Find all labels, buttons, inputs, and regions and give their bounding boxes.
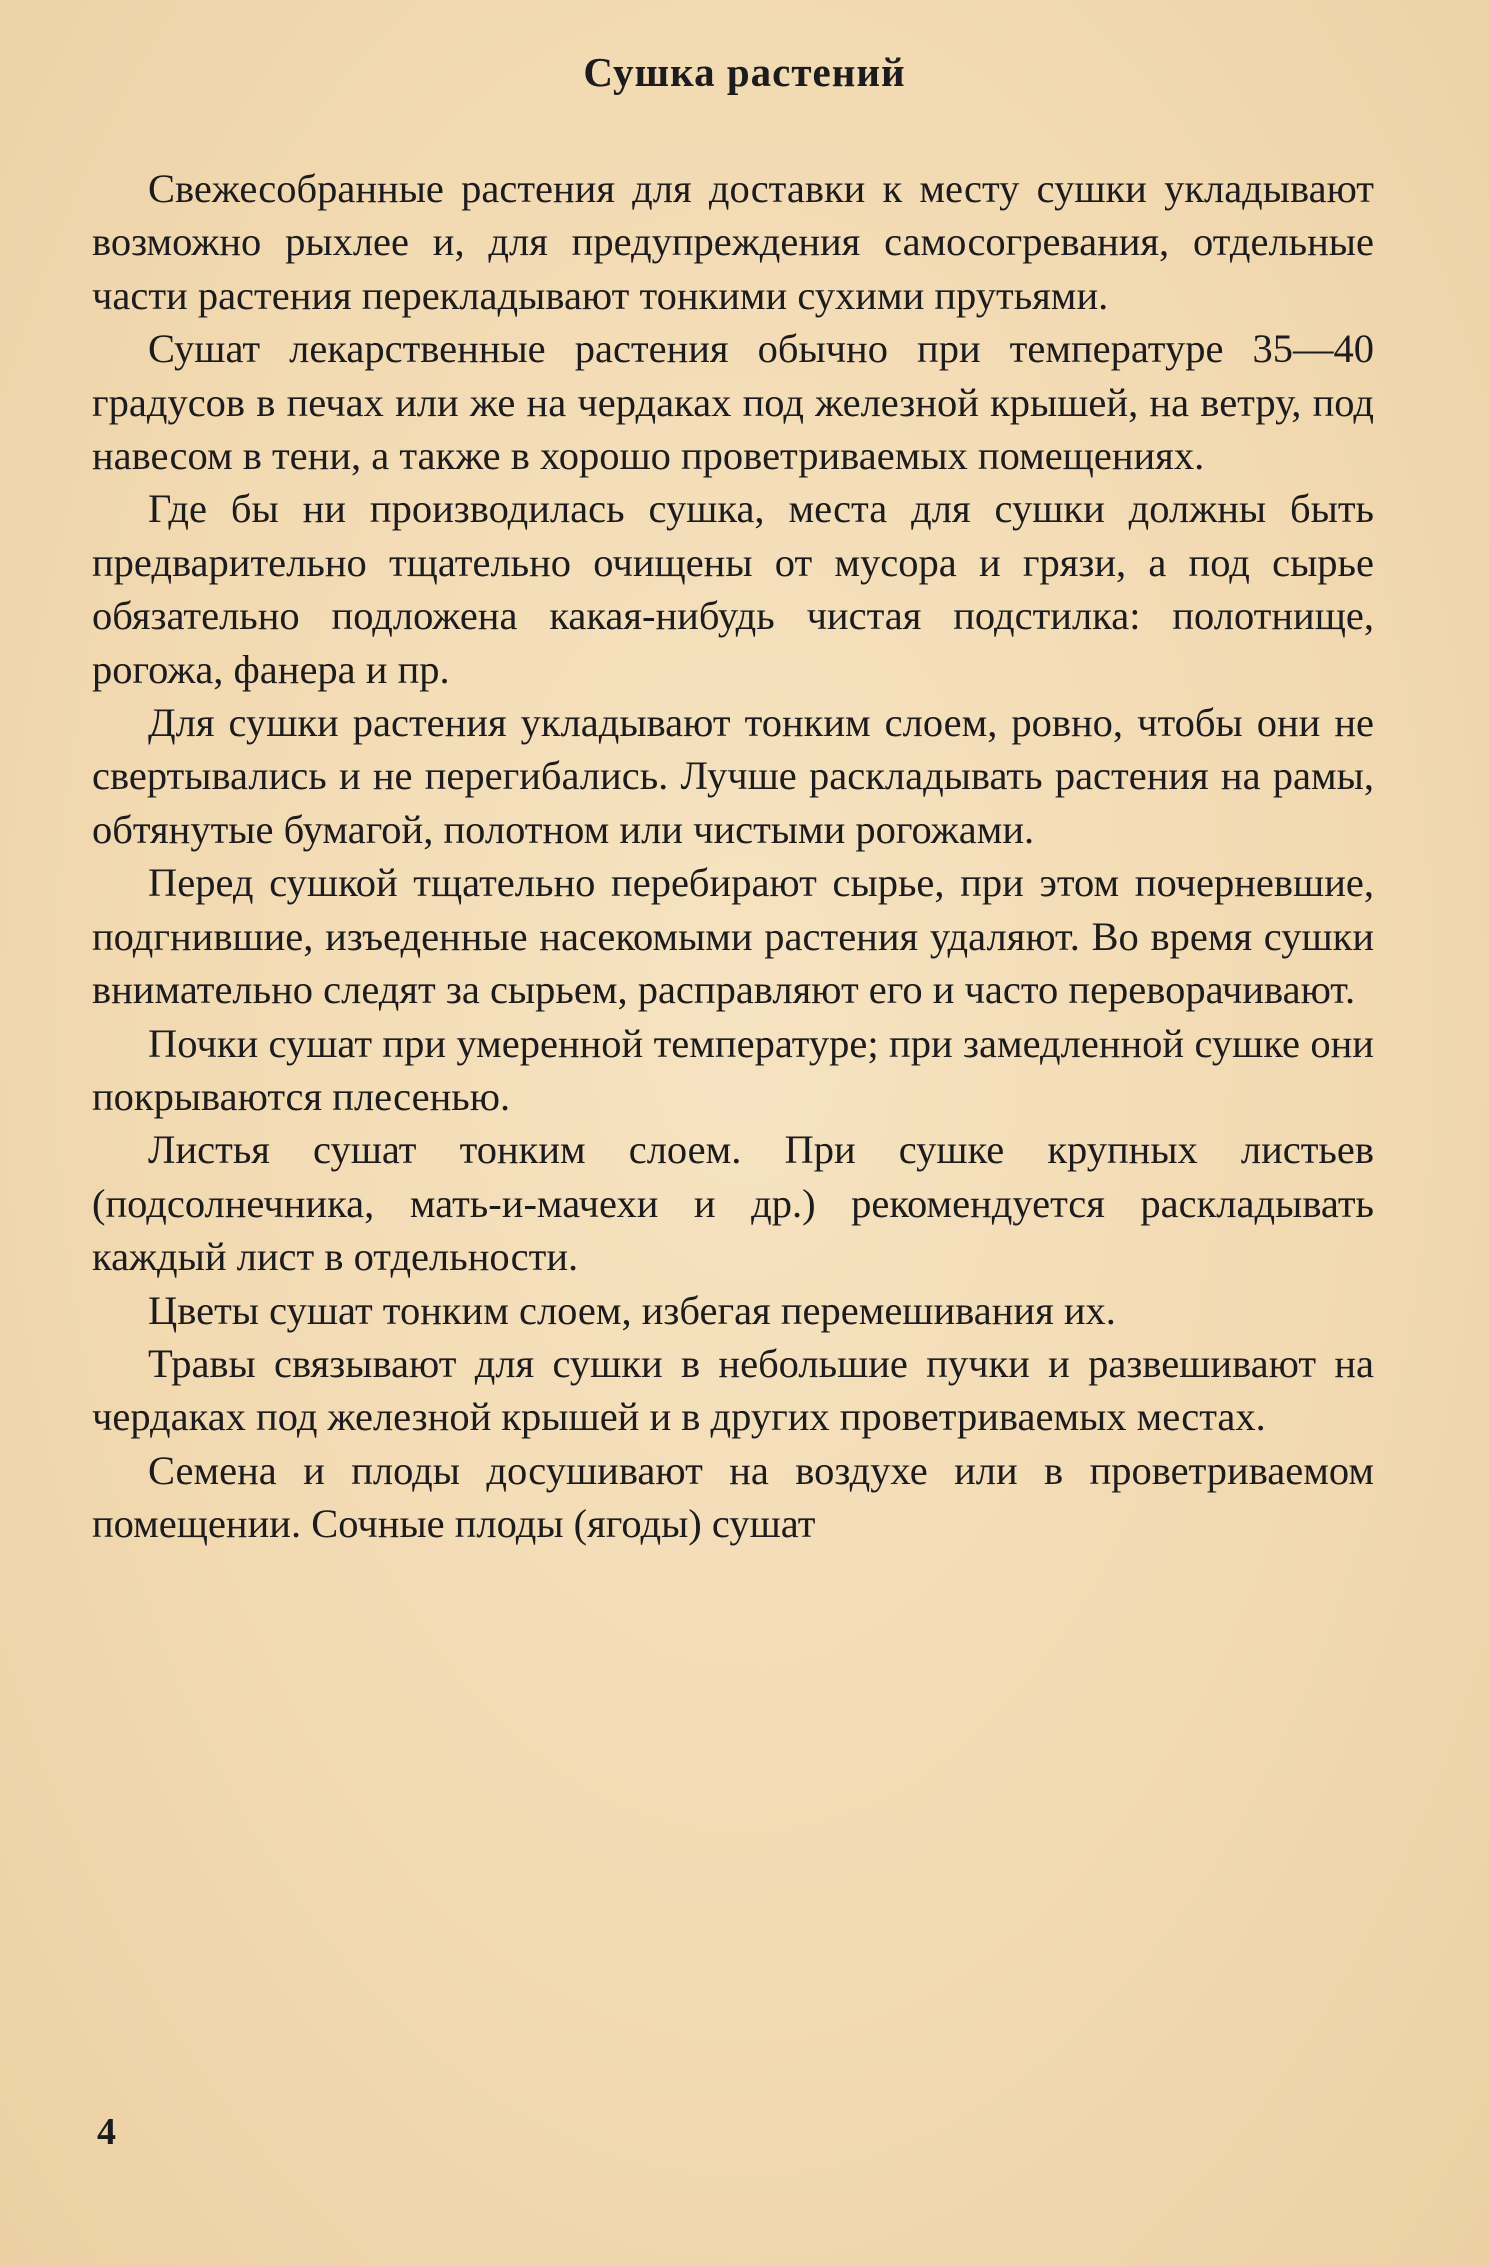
paragraph-9: Травы связывают для сушки в небольшие пучки и развешивают на чердаках под железной крышей и в других проветриваемых местах.: [92, 1340, 1374, 1440]
page-title: Сушка растений: [583, 49, 906, 95]
paragraph-4: Для сушки растения укладывают тонким слоем, ровно, чтобы они не свертывались и не перегибались. Лучше раскладывать растения на рамы, обтянутые бумагой, полотном или чистыми рогожами.: [92, 700, 1374, 852]
paragraph-7: Листья сушат тонким слоем. При сушке крупных листьев (подсолнечника, мать-и-мачехи и др.) рекомендуется раскладывать каждый лист в отдельности.: [92, 1127, 1374, 1280]
paragraph-1: Свежесобранные растения для доставки к месту сушки укладывают возможно рыхлее и, для предупреждения самосогревания, отдельные части растения перекладывают тонкими сухими прутьями.: [92, 166, 1374, 318]
paragraph-5: Перед сушкой тщательно перебирают сырье, при этом почерневшие, подгнившие, изъеденные насекомыми растения удаляют. Во время сушки внимательно следят за сырьем, расправляют его и часто переворачивают.: [92, 860, 1374, 1013]
paragraph-2: Сушат лекарственные растения обычно при температуре 35—40 градусов в печах или же на чердаках под железной крышей, на ветру, под навесом в тени, а также в хорошо проветриваемых помещениях.: [92, 326, 1374, 479]
page-number: 4: [97, 2111, 116, 2153]
paragraph-3: Где бы ни производилась сушка, места для сушки должны быть предварительно тщательно очищены от мусора и грязи, а под сырье обязательно подложена какая-нибудь чистая подстилка: полотнище, рогожа, фанера и пр.: [92, 486, 1374, 692]
paragraph-10: Семена и плоды досушивают на воздухе или в проветриваемом помещении. Сочные плоды (ягоды) сушат: [92, 1447, 1374, 1547]
body-text: [92, 162, 1374, 1551]
paragraph-8: Цветы сушат тонким слоем, избегая перемешивания их.: [148, 1287, 1116, 1333]
paragraph-6: Почки сушат при умеренной температуре; при замедленной сушке они покрываются плесенью.: [92, 1020, 1374, 1119]
